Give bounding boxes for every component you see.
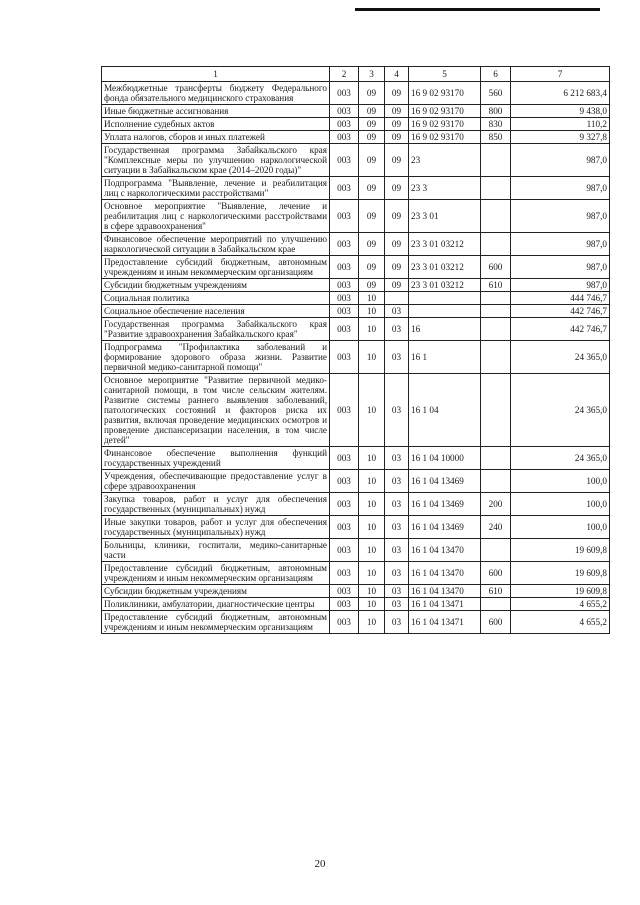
cell-rz: 09 [359, 256, 385, 279]
cell-rz: 09 [359, 177, 385, 200]
header-cell: 7 [511, 67, 610, 82]
cell-ved: 003 [330, 585, 359, 598]
table-row [102, 82, 610, 105]
cell-ved: 003 [330, 539, 359, 562]
table-row [102, 305, 610, 318]
cell-vr [481, 374, 511, 447]
cell-ved: 003 [330, 144, 359, 177]
table-body [102, 82, 610, 634]
cell-name: Субсидии бюджетным учреждениям [102, 585, 330, 598]
header-cell: 2 [330, 67, 359, 82]
table-row [102, 292, 610, 305]
cell-vr [481, 144, 511, 177]
cell-rz: 10 [359, 493, 385, 516]
table-row [102, 256, 610, 279]
cell-pr: 09 [385, 200, 409, 233]
cell-rz: 10 [359, 562, 385, 585]
cell-ved: 003 [330, 562, 359, 585]
cell-pr: 03 [385, 516, 409, 539]
cell-vr: 560 [481, 82, 511, 105]
cell-vr: 240 [481, 516, 511, 539]
cell-vr [481, 341, 511, 374]
cell-rz: 10 [359, 374, 385, 447]
cell-vr: 600 [481, 256, 511, 279]
cell-name: Иные бюджетные ассигнования [102, 105, 330, 118]
cell-name: Исполнение судебных актов [102, 118, 330, 131]
cell-vr [481, 447, 511, 470]
cell-csr: 16 1 04 [409, 374, 481, 447]
cell-csr: 23 3 01 [409, 200, 481, 233]
cell-name: Государственная программа Забайкальского края "Комплексные меры по улучшению наркологической ситуации в Забайкальском крае (2014–2020 годы)" [102, 144, 330, 177]
table-row [102, 341, 610, 374]
cell-name: Иные закупки товаров, работ и услуг для обеспечения государственных (муниципальных) нужд [102, 516, 330, 539]
cell-ved: 003 [330, 493, 359, 516]
cell-rz: 10 [359, 585, 385, 598]
cell-sum: 19 609,8 [511, 562, 610, 585]
cell-name: Больницы, клиники, госпитали, медико-санитарные части [102, 539, 330, 562]
cell-rz: 09 [359, 144, 385, 177]
cell-csr: 16 9 02 93170 [409, 131, 481, 144]
cell-name: Финансовое обеспечение выполнения функций государственных учреждений [102, 447, 330, 470]
cell-name: Основное мероприятие "Развитие первичной медико-санитарной помощи, в том числе сельским жителям. Развитие системы раннего выявления заболеваний, патологических состояний и факторов риска их развития, включая проведение медицинских осмотров и проведение диспансеризации населения, в том числе детей" [102, 374, 330, 447]
cell-sum: 19 609,8 [511, 585, 610, 598]
cell-ved: 003 [330, 105, 359, 118]
cell-sum: 100,0 [511, 516, 610, 539]
cell-sum: 24 365,0 [511, 374, 610, 447]
cell-sum: 444 746,7 [511, 292, 610, 305]
cell-name: Уплата налогов, сборов и иных платежей [102, 131, 330, 144]
cell-pr: 09 [385, 82, 409, 105]
table-row [102, 562, 610, 585]
header-cell: 5 [409, 67, 481, 82]
cell-vr: 850 [481, 131, 511, 144]
cell-csr: 16 1 04 13470 [409, 562, 481, 585]
cell-vr: 600 [481, 611, 511, 634]
cell-vr [481, 318, 511, 341]
cell-ved: 003 [330, 233, 359, 256]
cell-rz: 10 [359, 305, 385, 318]
cell-csr: 23 3 [409, 177, 481, 200]
cell-name: Учреждения, обеспечивающие предоставление услуг в сфере здравоохранения [102, 470, 330, 493]
cell-vr [481, 292, 511, 305]
cell-rz: 10 [359, 341, 385, 374]
cell-sum: 987,0 [511, 233, 610, 256]
cell-rz: 10 [359, 470, 385, 493]
cell-pr: 03 [385, 598, 409, 611]
cell-vr [481, 470, 511, 493]
table-row [102, 611, 610, 634]
cell-ved: 003 [330, 118, 359, 131]
table-row [102, 374, 610, 447]
cell-name: Подпрограмма "Профилактика заболеваний и формирование здорового образа жизни. Развитие первичной медико-санитарной помощи" [102, 341, 330, 374]
cell-rz: 10 [359, 447, 385, 470]
cell-vr [481, 177, 511, 200]
cell-vr [481, 539, 511, 562]
table-row [102, 200, 610, 233]
cell-pr: 03 [385, 585, 409, 598]
table-row [102, 233, 610, 256]
cell-rz: 10 [359, 598, 385, 611]
cell-rz: 10 [359, 292, 385, 305]
header-cell: 1 [102, 67, 330, 82]
cell-rz: 10 [359, 318, 385, 341]
cell-csr: 16 1 [409, 341, 481, 374]
cell-pr: 03 [385, 447, 409, 470]
cell-pr: 09 [385, 233, 409, 256]
cell-pr: 09 [385, 256, 409, 279]
cell-pr: 03 [385, 305, 409, 318]
cell-rz: 10 [359, 611, 385, 634]
cell-ved: 003 [330, 516, 359, 539]
page-number: 20 [314, 858, 326, 870]
cell-sum: 4 655,2 [511, 598, 610, 611]
table-row [102, 470, 610, 493]
table-row [102, 516, 610, 539]
cell-vr [481, 200, 511, 233]
cell-pr: 09 [385, 177, 409, 200]
cell-name: Поликлиники, амбулатории, диагностические центры [102, 598, 330, 611]
cell-sum: 4 655,2 [511, 611, 610, 634]
cell-vr [481, 598, 511, 611]
cell-sum: 987,0 [511, 256, 610, 279]
cell-ved: 003 [330, 82, 359, 105]
cell-pr: 03 [385, 470, 409, 493]
cell-pr: 03 [385, 611, 409, 634]
cell-sum: 987,0 [511, 144, 610, 177]
cell-ved: 003 [330, 305, 359, 318]
cell-csr: 23 [409, 144, 481, 177]
cell-csr: 16 1 04 13470 [409, 539, 481, 562]
cell-rz: 09 [359, 233, 385, 256]
cell-rz: 09 [359, 118, 385, 131]
cell-sum: 100,0 [511, 493, 610, 516]
cell-ved: 003 [330, 256, 359, 279]
cell-ved: 003 [330, 470, 359, 493]
cell-csr: 16 1 04 13471 [409, 598, 481, 611]
cell-name: Финансовое обеспечение мероприятий по улучшению наркологической ситуации в Забайкальском крае [102, 233, 330, 256]
table-row [102, 177, 610, 200]
table-row [102, 585, 610, 598]
cell-vr [481, 233, 511, 256]
table-row [102, 105, 610, 118]
cell-vr [481, 305, 511, 318]
cell-csr: 16 1 04 10000 [409, 447, 481, 470]
cell-rz: 10 [359, 539, 385, 562]
cell-vr: 830 [481, 118, 511, 131]
table-row [102, 318, 610, 341]
cell-ved: 003 [330, 177, 359, 200]
cell-sum: 987,0 [511, 177, 610, 200]
cell-pr: 09 [385, 279, 409, 292]
cell-pr: 09 [385, 105, 409, 118]
cell-name: Межбюджетные трансферты бюджету Федерального фонда обязательного медицинского страхования [102, 82, 330, 105]
cell-sum: 9 438,0 [511, 105, 610, 118]
cell-csr: 16 1 04 13471 [409, 611, 481, 634]
cell-name: Социальное обеспечение населения [102, 305, 330, 318]
table-row [102, 493, 610, 516]
cell-sum: 987,0 [511, 279, 610, 292]
table-row [102, 279, 610, 292]
cell-pr: 09 [385, 144, 409, 177]
cell-ved: 003 [330, 292, 359, 305]
cell-vr: 610 [481, 585, 511, 598]
header-cell: 3 [359, 67, 385, 82]
table-row [102, 144, 610, 177]
cell-csr: 23 3 01 03212 [409, 233, 481, 256]
header-cell: 4 [385, 67, 409, 82]
cell-name: Предоставление субсидий бюджетным, автономным учреждениям и иным некоммерческим организациям [102, 562, 330, 585]
cell-ved: 003 [330, 447, 359, 470]
cell-csr: 16 1 04 13470 [409, 585, 481, 598]
cell-vr: 200 [481, 493, 511, 516]
cell-csr: 16 9 02 93170 [409, 82, 481, 105]
cell-sum: 442 746,7 [511, 305, 610, 318]
table-row [102, 118, 610, 131]
cell-pr: 03 [385, 562, 409, 585]
cell-name: Социальная политика [102, 292, 330, 305]
cell-sum: 9 327,8 [511, 131, 610, 144]
cell-csr [409, 292, 481, 305]
cell-sum: 24 365,0 [511, 447, 610, 470]
budget-table [101, 66, 610, 634]
cell-pr: 09 [385, 131, 409, 144]
cell-vr: 600 [481, 562, 511, 585]
cell-ved: 003 [330, 200, 359, 233]
cell-ved: 003 [330, 318, 359, 341]
cell-sum: 442 746,7 [511, 318, 610, 341]
cell-ved: 003 [330, 598, 359, 611]
cell-ved: 003 [330, 279, 359, 292]
cell-csr: 16 9 02 93170 [409, 105, 481, 118]
table-header [102, 67, 610, 82]
cell-pr: 03 [385, 374, 409, 447]
cell-sum: 6 212 683,4 [511, 82, 610, 105]
cell-sum: 19 609,8 [511, 539, 610, 562]
cell-csr: 23 3 01 03212 [409, 279, 481, 292]
cell-rz: 09 [359, 105, 385, 118]
cell-name: Государственная программа Забайкальского края "Развитие здравоохранения Забайкальского края" [102, 318, 330, 341]
cell-csr [409, 305, 481, 318]
cell-csr: 23 3 01 03212 [409, 256, 481, 279]
cell-ved: 003 [330, 131, 359, 144]
cell-rz: 09 [359, 279, 385, 292]
cell-pr: 03 [385, 341, 409, 374]
cell-pr: 09 [385, 118, 409, 131]
cell-pr: 03 [385, 539, 409, 562]
cell-rz: 09 [359, 131, 385, 144]
cell-name: Субсидии бюджетным учреждениям [102, 279, 330, 292]
cell-ved: 003 [330, 374, 359, 447]
cell-rz: 10 [359, 516, 385, 539]
cell-ved: 003 [330, 611, 359, 634]
cell-csr: 16 [409, 318, 481, 341]
header-row [102, 67, 610, 82]
cell-name: Подпрограмма "Выявление, лечение и реабилитация лиц с наркологическими расстройствами" [102, 177, 330, 200]
cell-csr: 16 1 04 13469 [409, 493, 481, 516]
table-row [102, 447, 610, 470]
cell-sum: 987,0 [511, 200, 610, 233]
cell-csr: 16 9 02 93170 [409, 118, 481, 131]
header-cell: 6 [481, 67, 511, 82]
cell-pr: 03 [385, 318, 409, 341]
cell-ved: 003 [330, 341, 359, 374]
cell-vr: 610 [481, 279, 511, 292]
table-row [102, 131, 610, 144]
table-row [102, 539, 610, 562]
cell-sum: 110,2 [511, 118, 610, 131]
cell-rz: 09 [359, 200, 385, 233]
cell-rz: 09 [359, 82, 385, 105]
table-row [102, 598, 610, 611]
cell-pr: 03 [385, 493, 409, 516]
cell-sum: 100,0 [511, 470, 610, 493]
cell-name: Основное мероприятие "Выявление, лечение и реабилитация лиц с наркологическими расстройствами в сфере здравоохранения" [102, 200, 330, 233]
cell-name: Закупка товаров, работ и услуг для обеспечения государственных (муниципальных) нужд [102, 493, 330, 516]
cell-name: Предоставление субсидий бюджетным, автономным учреждениям и иным некоммерческим организациям [102, 256, 330, 279]
cell-csr: 16 1 04 13469 [409, 470, 481, 493]
cell-sum: 24 365,0 [511, 341, 610, 374]
cell-name: Предоставление субсидий бюджетным, автономным учреждениям и иным некоммерческим организациям [102, 611, 330, 634]
cell-csr: 16 1 04 13469 [409, 516, 481, 539]
cell-pr [385, 292, 409, 305]
cell-vr: 800 [481, 105, 511, 118]
top-rule [355, 8, 600, 11]
